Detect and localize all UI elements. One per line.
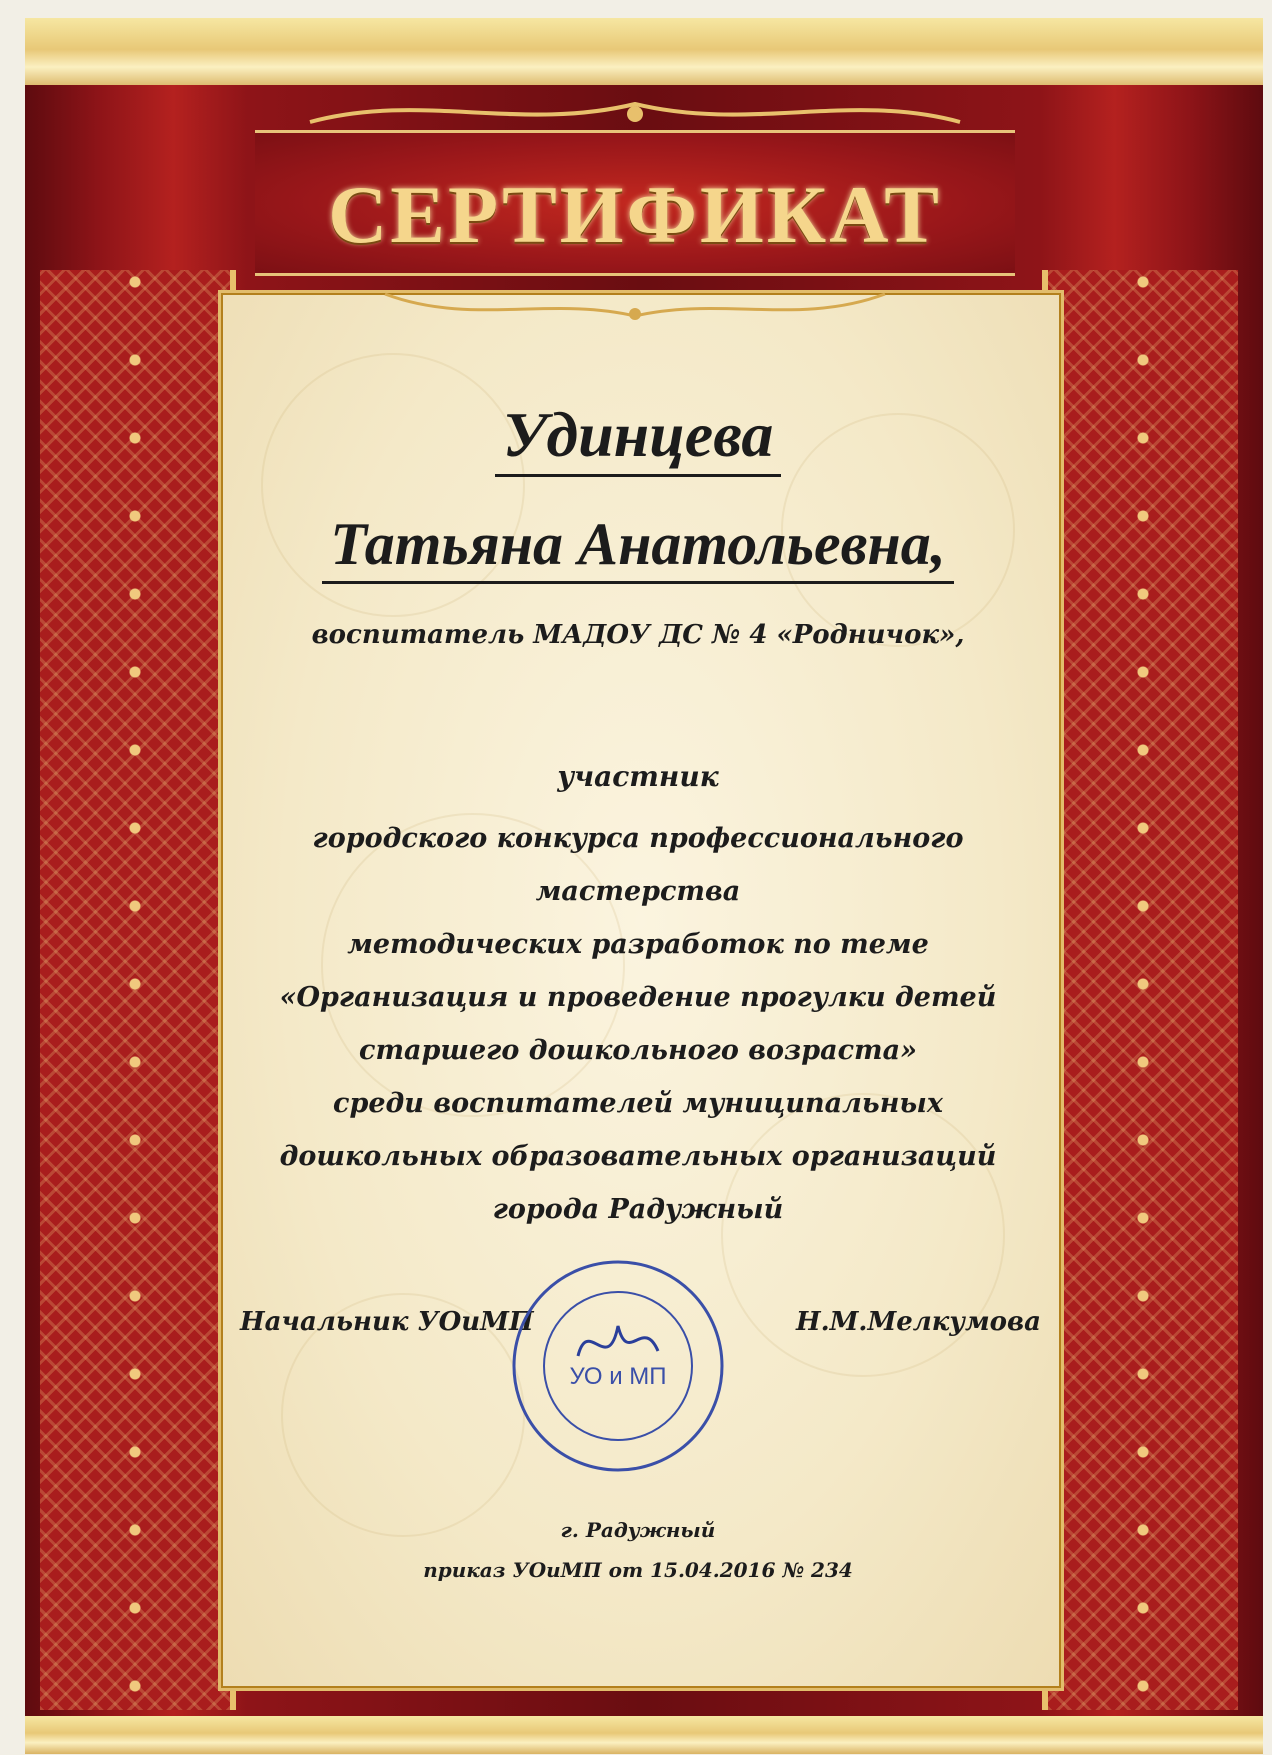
right-lace-border <box>1042 270 1238 1710</box>
recipient-surname: Удинцева <box>218 398 1058 472</box>
top-gold-band <box>25 18 1263 88</box>
city: г. Радужный <box>560 1518 716 1542</box>
certificate-title: СЕРТИФИКАТ <box>328 169 942 260</box>
description-line: города Радужный <box>492 1194 784 1225</box>
recipient-position: воспитатель МАДОУ ДС № 4 «Родничок», <box>311 620 965 650</box>
top-flourish-ornament <box>300 92 970 132</box>
description-line: дошкольных образовательных организаций <box>279 1141 997 1172</box>
order-reference: приказ УОиМП от 15.04.2016 № 234 <box>423 1558 853 1582</box>
parchment-top-flourish <box>380 286 890 326</box>
description-line: методических разработок по теме <box>347 929 929 960</box>
official-stamp <box>508 1256 728 1476</box>
left-lace-border <box>40 270 236 1710</box>
recipient-given-names: Татьяна Анатольевна, <box>218 510 1058 579</box>
description-line: среди воспитателей муниципальных <box>333 1088 943 1119</box>
description-line: «Организация и проведение прогулки детей <box>279 982 997 1013</box>
participant-status: участник <box>557 760 719 793</box>
stamp-center-text: УО и МП <box>569 1363 667 1390</box>
signatory-title: Начальник УОиМП <box>240 1307 534 1337</box>
competition-description <box>218 812 1058 1236</box>
handwritten-signature <box>578 1326 658 1356</box>
bottom-gold-band <box>25 1716 1263 1754</box>
signatory-name: Н.М.Мелкумова <box>796 1307 1041 1337</box>
description-line: старшего дошкольного возраста» <box>359 1035 917 1066</box>
description-line: городского конкурса профессионального мастерства <box>312 823 964 907</box>
